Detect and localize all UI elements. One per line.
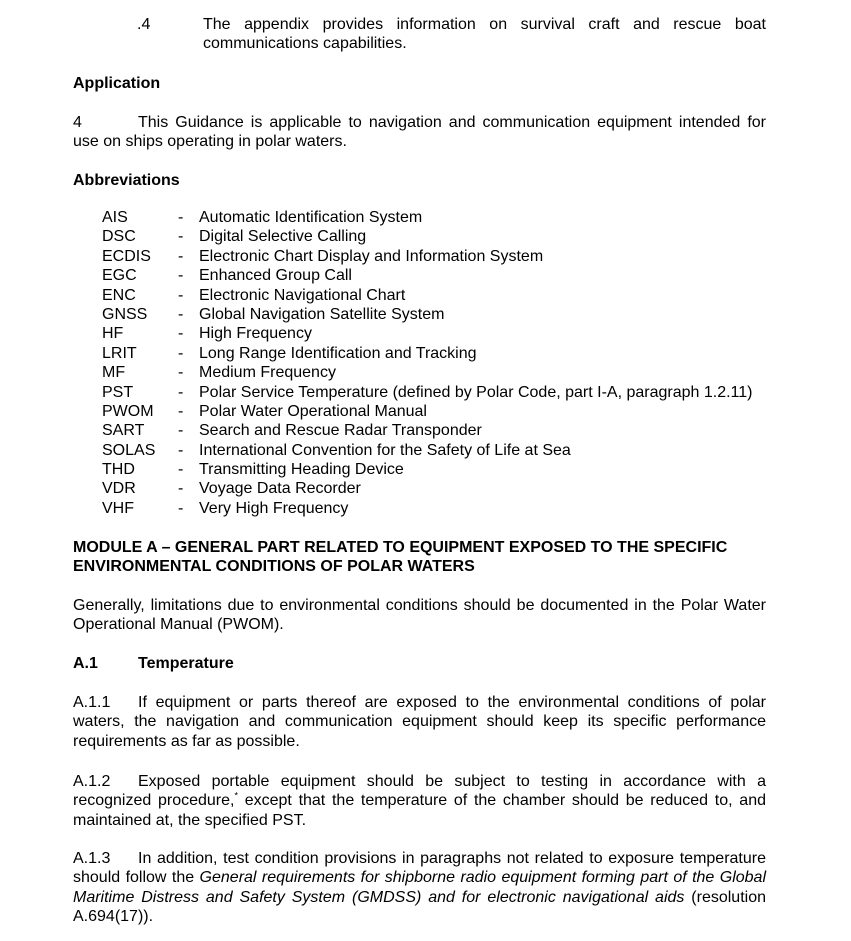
dash: -: [178, 480, 184, 498]
dash: -: [178, 364, 184, 382]
abbreviation: SART: [102, 422, 145, 440]
abbreviation-meaning: Transmitting Heading Device: [199, 461, 404, 479]
abbreviation-row-lrit: [102, 344, 822, 363]
abbreviation-meaning: Automatic Identification System: [199, 209, 423, 226]
abbreviation: VHF: [102, 499, 134, 517]
paragraph-number: 4: [73, 114, 82, 131]
dash: -: [178, 383, 184, 401]
dash: -: [178, 402, 184, 420]
paragraph-a1-3: [73, 849, 766, 927]
abbreviation: ENC: [102, 286, 136, 304]
abbreviation: ECDIS: [102, 247, 151, 265]
abbreviation-row-hf: [102, 324, 822, 343]
paragraph-text: This Guidance is applicable to navigation and communication equipment intended for use on ships operating in polar waters.: [73, 114, 766, 151]
paragraph-a1-2: [73, 772, 766, 830]
application-heading: Application: [73, 75, 161, 92]
abbreviation-meaning: Polar Service Temperature (defined by Polar Code, part I-A, paragraph 1.2.11): [199, 383, 753, 401]
abbreviation-row-vdr: [102, 479, 822, 498]
abbreviation-row-sart: [102, 421, 822, 440]
abbreviation-row-egc: [102, 266, 822, 285]
subitem-text: The appendix provides information on survival craft and rescue boat communications capabilities.: [203, 16, 766, 53]
abbreviation-row-vhf: [102, 499, 822, 518]
dash: -: [178, 209, 184, 226]
dash: -: [178, 228, 184, 246]
abbreviation-meaning: Search and Rescue Radar Transponder: [199, 422, 482, 440]
section-a1-heading: [73, 654, 766, 673]
paragraph-a1-1: [73, 693, 766, 751]
section-title: Temperature: [138, 655, 234, 672]
referenced-document-title: General requirements for shipborne radio equipment forming part of the Global Maritime Distress and Safety System (GMDSS) and for electronic navigational aids: [73, 869, 766, 906]
abbreviation: VDR: [102, 480, 136, 498]
abbreviation-row-solas: [102, 441, 822, 460]
abbreviation-meaning: High Frequency: [199, 325, 312, 343]
abbreviation: EGC: [102, 267, 137, 285]
abbreviation: PST: [102, 383, 134, 401]
dash: -: [178, 499, 184, 517]
paragraph-text-end: except that the temperature of the chamber should be reduced to, and maintained at, the specified PST.: [73, 792, 766, 829]
dash: -: [178, 247, 184, 265]
abbreviation: MF: [102, 364, 126, 382]
abbreviation-row-ecdis: [102, 247, 822, 266]
abbreviation: HF: [102, 325, 124, 343]
abbreviation-meaning: Very High Frequency: [199, 499, 349, 517]
paragraph-number: A.1.1: [73, 694, 111, 711]
abbreviations-list: [102, 208, 822, 518]
abbreviation-meaning: Enhanced Group Call: [199, 267, 352, 285]
dash: -: [178, 344, 184, 362]
paragraph-text-start: In addition, test condition provisions in paragraphs not related to exposure temperature should follow the: [73, 850, 766, 887]
dash: -: [178, 441, 184, 459]
abbreviation-row-ais: [102, 208, 822, 227]
application-paragraph: [73, 113, 766, 152]
abbreviation-meaning: Electronic Chart Display and Information System: [199, 247, 544, 265]
abbreviation-row-pwom: [102, 402, 822, 421]
abbreviation-row-pst: [102, 383, 822, 402]
abbreviation: LRIT: [102, 344, 137, 362]
abbreviation-meaning: Voyage Data Recorder: [199, 480, 361, 498]
abbreviation-row-dsc: [102, 227, 822, 246]
abbreviation-meaning: International Convention for the Safety of Life at Sea: [199, 441, 571, 459]
paragraph-text-end: (resolution A.694(17)).: [73, 888, 767, 926]
paragraph-number: A.1.2: [73, 773, 111, 790]
abbreviation-meaning: Medium Frequency: [199, 364, 336, 382]
abbreviation: SOLAS: [102, 441, 156, 459]
subitem-number: .4: [137, 16, 151, 33]
abbreviation-row-gnss: [102, 305, 822, 324]
paragraph-text-start: Exposed portable equipment should be subject to testing in accordance with a recognized procedure,: [73, 773, 766, 810]
paragraph-text: If equipment or parts thereof are exposed to the environmental conditions of polar waters, the navigation and communication equipment should keep its specific performance requirements as far as possible.: [73, 694, 766, 750]
abbreviation-meaning: Global Navigation Satellite System: [199, 305, 445, 323]
module-a-intro: Generally, limitations due to environmental conditions should be documented in the Polar Water Operational Manual (PWOM).: [73, 597, 766, 634]
abbreviation: THD: [102, 461, 135, 479]
dash: -: [178, 461, 184, 479]
abbreviations-heading: Abbreviations: [73, 172, 180, 189]
abbreviation-row-enc: [102, 286, 822, 305]
abbreviation: PWOM: [102, 402, 154, 420]
paragraph-number: A.1.3: [73, 850, 111, 867]
dash: -: [178, 305, 184, 323]
abbreviation-row-thd: [102, 460, 822, 479]
dash: -: [178, 267, 184, 285]
dash: -: [178, 286, 184, 304]
abbreviation-meaning: Digital Selective Calling: [199, 228, 367, 246]
section-number: A.1: [73, 655, 98, 672]
intro-subitem: [73, 15, 766, 54]
abbreviation: DSC: [102, 228, 136, 246]
abbreviation-row-mf: [102, 363, 822, 382]
abbreviation-meaning: Electronic Navigational Chart: [199, 286, 406, 304]
abbreviation-meaning: Long Range Identification and Tracking: [199, 344, 477, 362]
abbreviation: AIS: [102, 209, 128, 226]
abbreviation-meaning: Polar Water Operational Manual: [199, 402, 427, 420]
footnote-mark[interactable]: *: [234, 791, 238, 802]
dash: -: [178, 325, 184, 343]
dash: -: [178, 422, 184, 440]
abbreviation: GNSS: [102, 305, 148, 323]
module-a-heading: MODULE A – GENERAL PART RELATED TO EQUIPMENT EXPOSED TO THE SPECIFIC ENVIRONMENTAL CONDITIONS OF POLAR WATERS: [73, 539, 728, 576]
